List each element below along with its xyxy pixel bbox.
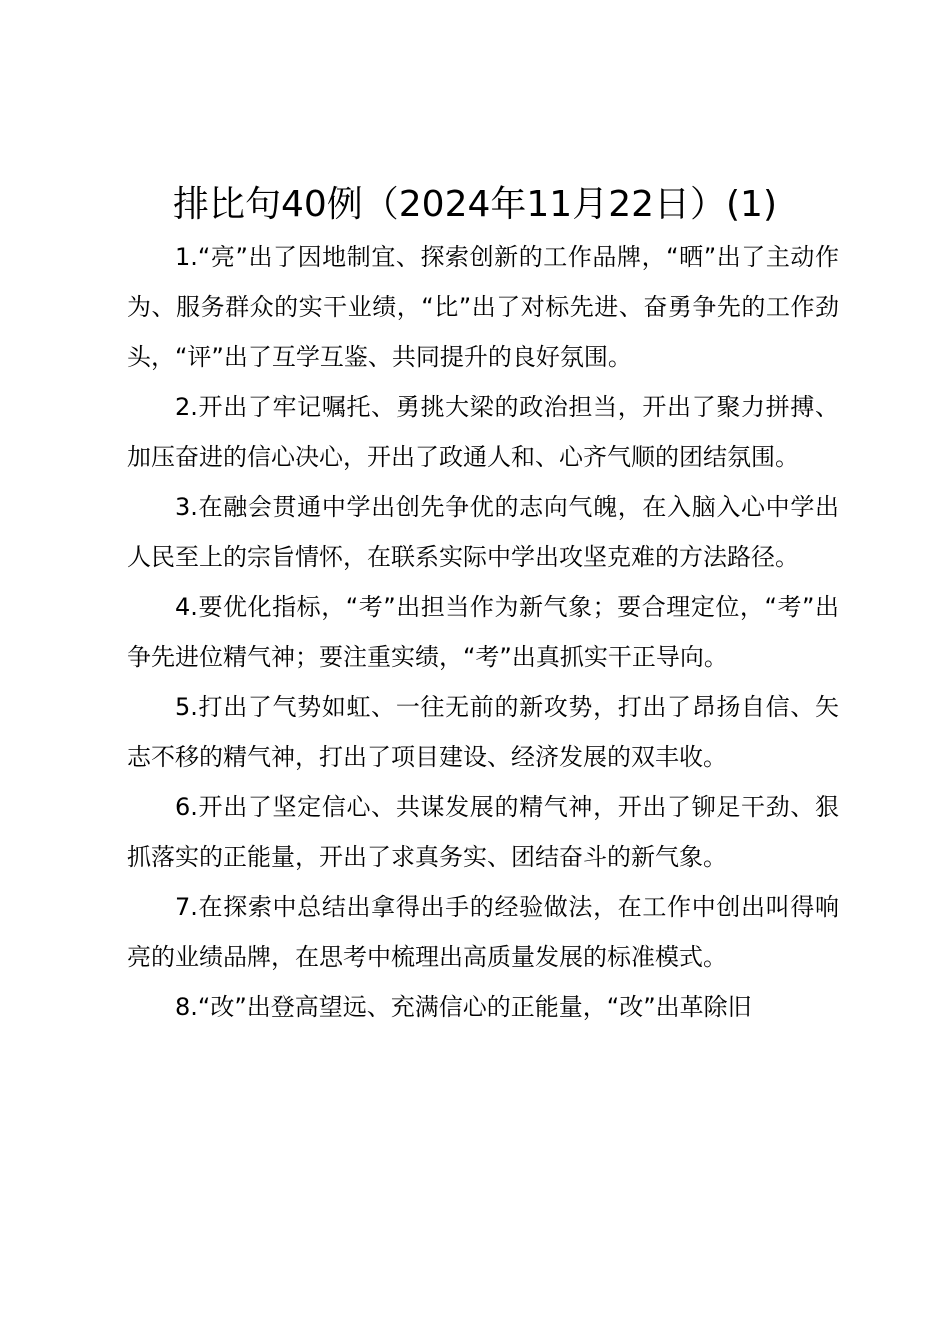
document-body (127, 232, 839, 1032)
paragraph-3: 3.在融会贯通中学出创先争优的志向气魄，在入脑入心中学出人民至上的宗旨情怀，在联系实际中学出攻坚克难的方法路径。 (127, 493, 839, 571)
paragraph-7: 7.在探索中总结出拿得出手的经验做法，在工作中创出叫得响亮的业绩品牌，在思考中梳理出高质量发展的标准模式。 (127, 893, 839, 971)
paragraph-1: 1.“亮”出了因地制宜、探索创新的工作品牌，“晒”出了主动作为、服务群众的实干业绩，“比”出了对标先进、奋勇争先的工作劲头，“评”出了互学互鉴、共同提升的良好氛围。 (127, 243, 839, 371)
document-title: 排比句40例（2024年11月22日）(1) (172, 184, 778, 225)
paragraph-8: 8.“改”出登高望远、充满信心的正能量，“改”出革除旧 (175, 993, 752, 1021)
paragraph-2: 2.开出了牢记嘱托、勇挑大梁的政治担当，开出了聚力拼搏、加压奋进的信心决心，开出了政通人和、心齐气顺的团结氛围。 (127, 393, 839, 471)
paragraph-4: 4.要优化指标，“考”出担当作为新气象；要合理定位，“考”出争先进位精气神；要注重实绩，“考”出真抓实干正导向。 (127, 593, 839, 671)
paragraph-5: 5.打出了气势如虹、一往无前的新攻势，打出了昂扬自信、矢志不移的精气神，打出了项目建设、经济发展的双丰收。 (127, 693, 839, 771)
paragraph-6: 6.开出了坚定信心、共谋发展的精气神，开出了铆足干劲、狠抓落实的正能量，开出了求真务实、团结奋斗的新气象。 (127, 793, 839, 871)
